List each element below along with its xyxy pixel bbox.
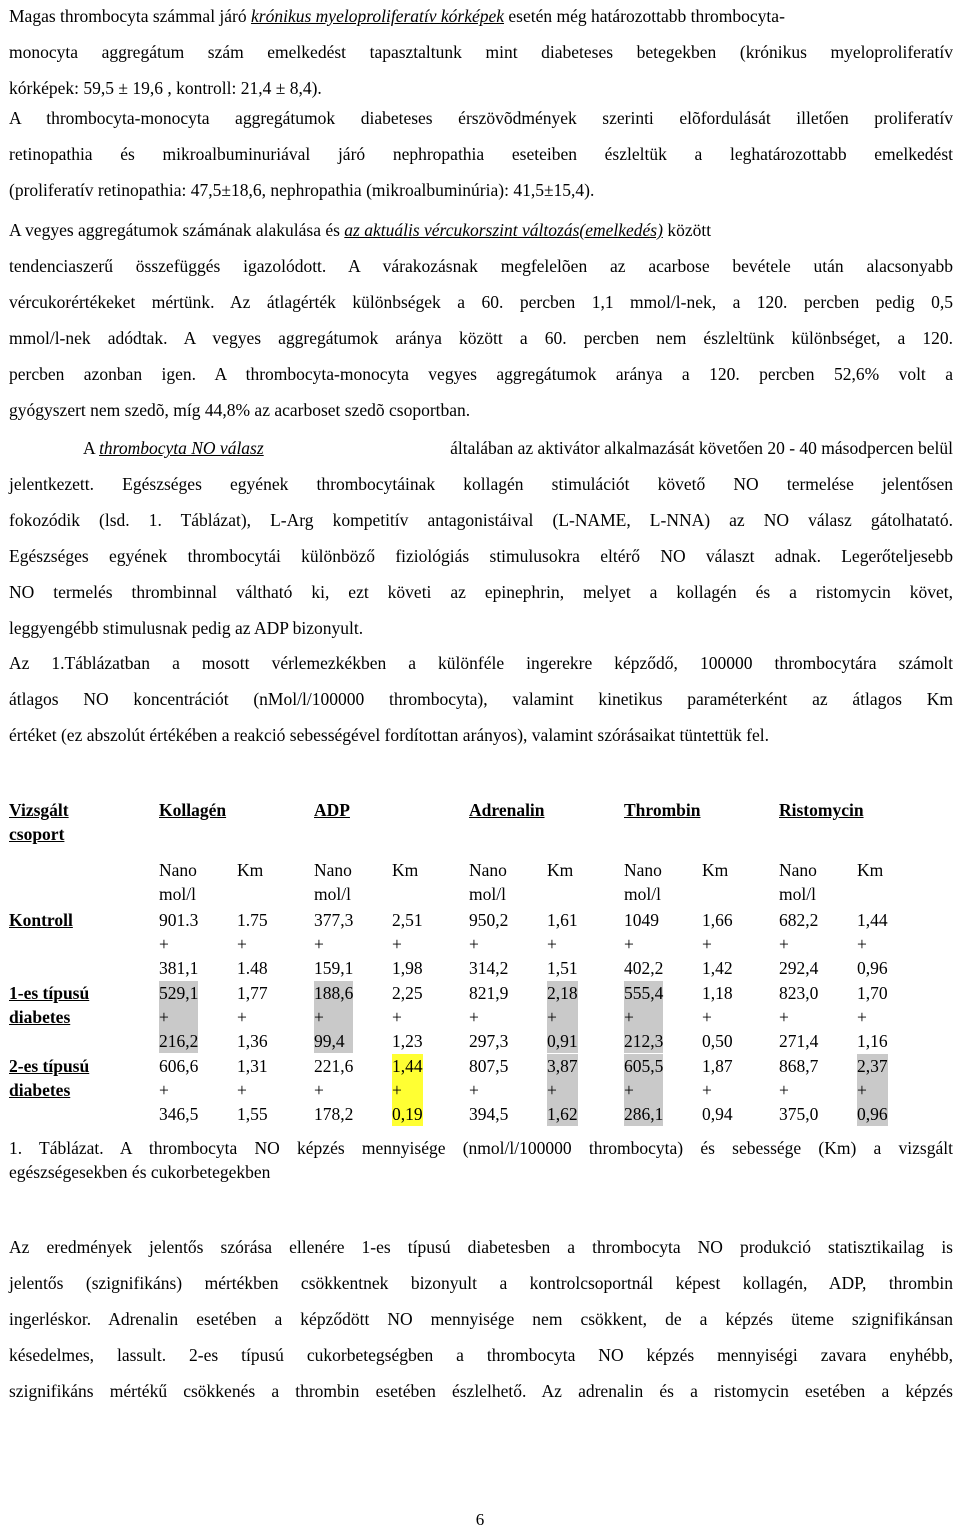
subheader-nano: Nano mol/l [779,860,817,904]
inline-link-term[interactable]: krónikus myeloproliferatív kórképek [251,6,505,26]
column-header-stimulus: Ristomycin [779,800,864,820]
table-cell-value: 682,2 + 292,4 [779,910,819,978]
table-row [5,981,930,1054]
inline-link-term[interactable]: az aktuális vércukorszint változás(emelkedés) [344,220,663,240]
table-cell-value: 555,4 + 212,3 [624,983,664,1051]
column-header-stimulus: Adrenalin [469,800,545,820]
table-cell-value: 823,0 + 271,4 [779,983,819,1051]
table-cell-value: 1,66 + 1,42 [702,910,733,978]
paragraph-results-discussion [9,1229,953,1409]
table-cell-value: 221,6 + 178,2 [314,1056,354,1124]
table-cell-value: 1,44 + 0,96 [857,910,888,978]
subheader-km: Km [237,860,264,880]
text-line: ingerléskor. Adrenalin esetében a képződött NO mennyisége nem csökkent, de a képzés üteme szignifikánsan [9,1309,953,1329]
page-number: 6 [475,1510,485,1529]
text-line: leggyengébb stimulusnak pedig az ADP bizonyult. [9,618,364,638]
table-caption [9,1136,953,1184]
subheader-km: Km [857,860,884,880]
subheader-nano: Nano mol/l [159,860,197,904]
table-cell-value: 3,87 + 1,62 [547,1056,578,1124]
subheader-nano: Nano mol/l [469,860,507,904]
table-cell-value: 2,18 + 0,91 [547,983,578,1051]
text-line: szignifikáns mértékű csökkenés a thrombin esetében észlelhető. Az adrenalin és a ristomycin esetében a képzés [9,1381,953,1401]
text-line: átlagos NO koncentrációt (nMol/l/100000 thrombocyta), valamint kinetikus paraméterként az átlagos Km [9,689,953,709]
table-cell-value: 529,1 + 216,2 [159,983,199,1051]
subheader-km: Km [547,860,574,880]
text-line: jelentkezett. Egészséges egyének thrombocytáinak kollagén stimulációt követő NO termelése jelentősen [9,474,953,494]
paragraph-no-response [9,430,953,646]
text-line: Az 1.Táblázatban a mosott vérlemezkékben a különféle ingerekre képződő, 100000 thrombocytára számolt [9,653,953,673]
text-line: gyógyszert nem szedõ, míg 44,8% az acarboset szedõ csoportban. [9,400,471,420]
table-cell-value: 1,70 + 1,16 [857,983,888,1051]
results-table [5,796,930,1127]
paragraph-myeloproliferative [9,0,953,106]
caption-line: 1. Táblázat. A thrombocyta NO képzés mennyisége (nmol/l/100000 thrombocyta) és sebessége (Km) a vizsgált [9,1138,953,1158]
table-cell-value: 188,6 + 99,4 [314,983,354,1051]
row-group-label: 2-es típusú diabetes [9,1056,90,1100]
row-group-label: 1-es típusú diabetes [9,983,90,1027]
table-subheader-empty [5,858,155,908]
paragraph-complications [9,100,953,208]
table-cell-value: 807,5 + 394,5 [469,1056,509,1124]
text-line: A vegyes aggregátumok számának alakulása és az aktuális vércukorszint változás(emelkedés) között [9,220,712,240]
table-cell-value: 1,61 + 1,51 [547,910,578,978]
table-header-row [5,796,930,858]
table-row [5,908,930,981]
text-line: A thrombocyta-monocyta aggregátumok diabeteses érszövõdmények szerinti elõfordulását illetően proliferatív [9,108,953,128]
table-cell-value: 1.75 + 1.48 [237,910,268,978]
table-cell-value: 1049 + 402,2 [624,910,664,978]
subheader-nano: Nano mol/l [314,860,352,904]
text-line: Magas thrombocyta számmal járó krónikus myeloproliferatív kórképek esetén még határozottabb thrombocyta- [9,6,785,26]
text-line: A thrombocyta NO válasz általában az aktivátor alkalmazását követően 20 - 40 másodpercen belül [83,438,953,458]
text-line: Az eredmények jelentős szórása ellenére 1-es típusú diabetesben a thrombocyta NO produkció statisztikailag is [9,1237,953,1257]
text-line: fokozódik (lsd. 1. Táblázat), L-Arg kompetitív antagonistáival (L-NAME, L-NNA) az NO válasz gátolhatató. [9,510,953,530]
table-cell-value: 605,5 + 286,1 [624,1056,664,1124]
table-cell-value: 1,87 + 0,94 [702,1056,733,1124]
caption-line: egészségesekben és cukorbetegekben [9,1162,271,1182]
table-cell-value: 868,7 + 375,0 [779,1056,819,1124]
table-cell-value: 2,25 + 1,23 [392,983,423,1051]
column-header-stimulus: ADP [314,800,350,820]
table-subheader-row [5,858,930,908]
text-line: értéket (ez abszolút értékében a reakció sebességével fordítottan arányos), valamint szórásaikat tüntettük fel. [9,725,769,745]
text-line: kórképek: 59,5 ± 19,6 , kontroll: 21,4 ± 8,4). [9,78,322,98]
text-line: percben azonban igen. A thrombocyta-monocyta vegyes aggregátumok aránya a 120. percben 52,6% volt a [9,364,953,384]
subheader-km: Km [392,860,419,880]
table-cell-value: 821,9 + 297,3 [469,983,509,1051]
text-line: késedelmes, lassult. 2-es típusú cukorbetegségben a thrombocyta NO képzés mennyiségi zavara enyhébb, [9,1345,953,1365]
column-header-group: Vizsgált csoport [9,800,69,844]
table-cell-value: 1,18 + 0,50 [702,983,733,1051]
text-line: tendenciaszerű összefüggés igazolódott. A várakozásnak megfelelõen az acarbose bevétele után alacsonyabb [9,256,953,276]
text-line: NO termelés thrombinnal váltható ki, ezt követi az epinephrin, melyet a kollagén és a ristomycin követ, [9,582,953,602]
table-cell-value: 901.3 + 381,1 [159,910,199,978]
table-cell-value: 950,2 + 314,2 [469,910,509,978]
table-cell-value: 1,44 + 0,19 [392,1056,423,1124]
column-header-stimulus: Thrombin [624,800,701,820]
paragraph-table-intro [9,645,953,753]
text-line: jelentős (szignifikáns) mértékben csökkentnek bizonyult a kontrolcsoportnál képest kollagén, ADP, thrombin [9,1273,953,1293]
text-line: (proliferatív retinopathia: 47,5±18,6, nephropathia (mikroalbuminúria): 41,5±15,4). [9,180,595,200]
subheader-km: Km [702,860,729,880]
text-line: mmol/l-nek adódtak. A vegyes aggregátumok aránya között a 60. percben nem észleltünk különbséget, a 120. [9,328,953,348]
column-header-stimulus: Kollagén [159,800,227,820]
table-cell-value: 1,77 + 1,36 [237,983,268,1051]
text-line: monocyta aggregátum szám emelkedést tapasztaltunk mint diabeteses betegekben (krónikus myeloproliferatív [9,42,953,62]
text-line: Egészséges egyének thrombocytái különböző fiziológiás stimulusokra eltérő NO választ adnak. Legerőteljesebb [9,546,953,566]
table-cell-value: 2,37 + 0,96 [857,1056,888,1124]
text-line: vércukorértékeket mértünk. Az átlagérték különbségek a 60. percben 1,1 mmol/l-nek, a 120. percben pedig 0,5 [9,292,953,312]
paragraph-mixed-aggregates [9,212,953,428]
table-cell-value: 1,31 + 1,55 [237,1056,268,1124]
text-line: retinopathia és mikroalbuminuriával járó nephropathia eseteiben észleltük a leghatározottabb emelkedést [9,144,953,164]
table-cell-value: 377,3 + 159,1 [314,910,354,978]
row-group-label: Kontroll [9,910,73,930]
table-cell-value: 2,51 + 1,98 [392,910,423,978]
table-cell-value: 606,6 + 346,5 [159,1056,199,1124]
inline-link-term[interactable]: thrombocyta NO válasz [99,438,264,458]
table-row [5,1054,930,1127]
subheader-nano: Nano mol/l [624,860,662,904]
